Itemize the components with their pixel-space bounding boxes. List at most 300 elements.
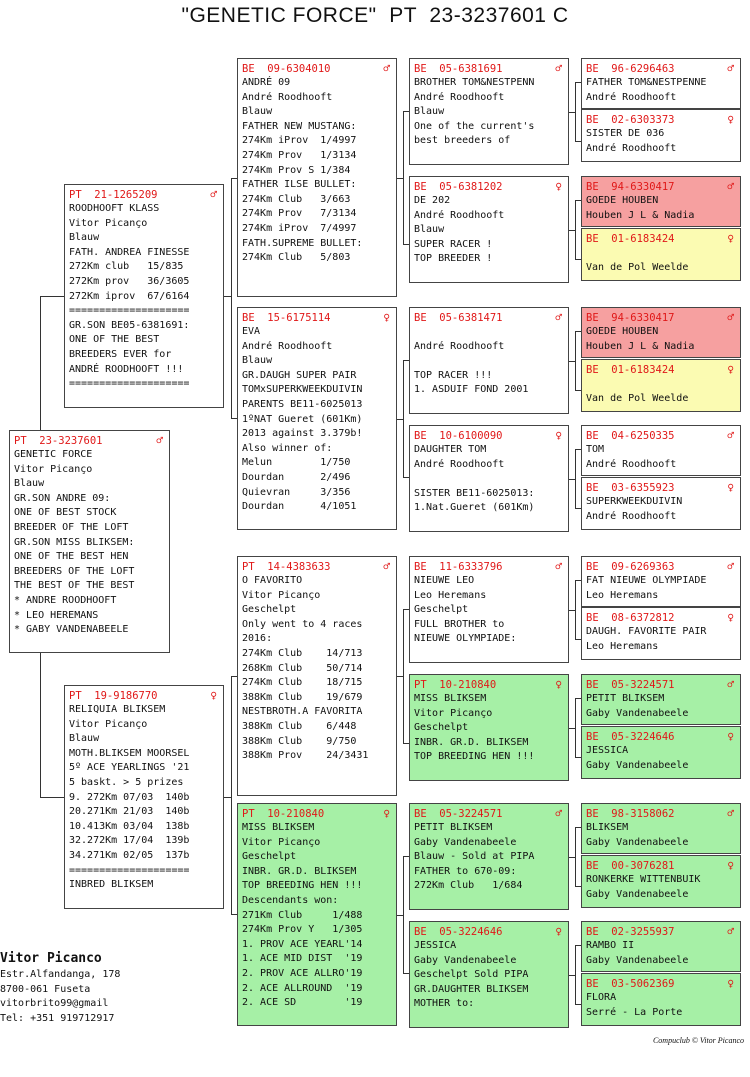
pigeon-info-line: Van de Pol Weelde xyxy=(586,261,689,273)
pigeon-card-dam xyxy=(64,685,224,909)
pigeon-info-line: Vitor Picanço xyxy=(14,463,93,475)
pigeon-info-line: 274Km Club 5/803 xyxy=(242,252,351,264)
male-sex-icon: ♂ xyxy=(555,311,562,324)
ring-number-text: BE 05-3224571 xyxy=(414,808,503,820)
pigeon-info-line: 20.271Km 21/03 140b xyxy=(69,806,190,818)
ring-number xyxy=(414,925,568,939)
breeder-phone: Tel: +351 919712917 xyxy=(0,1012,115,1024)
ring-number xyxy=(586,611,740,625)
pigeon-info-line: NIEUWE OLYMPIADE: xyxy=(414,633,517,645)
pigeon-info-line: ONE OF THE BEST HEN xyxy=(14,551,129,563)
pigeon-info-line: best breeders of xyxy=(414,135,511,147)
pigeon-info-line: André Roodhooft xyxy=(586,458,677,470)
pigeon-info-line: Blauw xyxy=(242,355,273,367)
pigeon-info-line: MOTHER to: xyxy=(414,998,475,1010)
connector-line xyxy=(40,653,41,798)
pigeon-info-line: Vitor Picanço xyxy=(242,589,321,601)
ring-number-text: BE 05-6381691 xyxy=(414,63,503,75)
pigeon-info-line: JESSICA xyxy=(586,745,629,756)
pigeon-info-line: FATH.SUPREME BULLET: xyxy=(242,237,363,249)
pigeon-info-line: 274Km Prov Y 1/305 xyxy=(242,924,363,936)
ring-number xyxy=(586,730,740,744)
pigeon-card-sss xyxy=(409,58,569,165)
pigeon-info-line: Gaby Vandenabeele xyxy=(586,707,689,719)
ring-number xyxy=(242,311,396,325)
pigeon-info-line: TOP BREEDER ! xyxy=(414,253,493,265)
pigeon-info-line: Leo Heremans xyxy=(414,589,487,601)
connector-line xyxy=(575,945,576,1005)
pigeon-card-sire xyxy=(64,184,224,408)
ring-number-text: BE 00-3076281 xyxy=(586,860,675,872)
pigeon-card-subject xyxy=(9,430,170,653)
pigeon-card-sdd xyxy=(409,425,569,532)
pigeon-info-line: 32.272Km 17/04 139b xyxy=(69,835,190,847)
female-sex-icon: ♀ xyxy=(727,232,734,245)
pigeon-info-line: André Roodhooft xyxy=(242,91,333,103)
pigeon-info-line: FATHER ILSE BULLET: xyxy=(242,179,357,191)
female-sex-icon: ♀ xyxy=(727,859,734,872)
pigeon-info-line: Descendants won: xyxy=(242,894,339,906)
pigeon-card-dsd xyxy=(409,674,569,781)
ring-number-text: BE 03-6355923 xyxy=(586,482,675,494)
pigeon-info-line: SUPER RACER ! xyxy=(414,238,493,250)
ring-number-text: BE 05-6381471 xyxy=(414,312,503,324)
pigeon-info-line: MISS BLIKSEM xyxy=(414,693,487,704)
pigeon-info-line: SUPERKWEEKDUIVIN xyxy=(586,496,683,507)
pigeon-info-line: 274Km Prov 7/3134 xyxy=(242,208,357,220)
male-sex-icon: ♂ xyxy=(727,62,734,75)
pigeon-info-line: 5 baskt. > 5 prizes xyxy=(69,776,184,788)
ring-number xyxy=(586,807,740,821)
pigeon-info-line: André Roodhooft xyxy=(414,209,505,221)
pigeon-info-line: 1. ACE MID DIST '19 xyxy=(242,953,363,965)
pigeon-info-line: Blauw xyxy=(242,106,273,118)
pigeon-info-line: Dourdan 4/1051 xyxy=(242,501,357,513)
pigeon-card-g3 xyxy=(581,176,741,227)
pigeon-info-line xyxy=(414,354,568,369)
pigeon-card-ddd xyxy=(409,921,569,1028)
pigeon-card-g15 xyxy=(581,921,741,972)
ring-number-text: BE 09-6269363 xyxy=(586,561,675,573)
ring-number-text: BE 02-6303373 xyxy=(586,114,675,126)
pigeon-info-line: FAT NIEUWE OLYMPIADE xyxy=(586,575,707,586)
connector-line xyxy=(575,580,576,640)
pigeon-info-line: 274Km iProv 1/4997 xyxy=(242,135,357,147)
ring-number xyxy=(414,311,568,325)
pigeon-info-line: André Roodhooft xyxy=(586,91,677,103)
pigeon-info-line: TOP BREEDING HEN !!! xyxy=(242,880,363,892)
ring-number xyxy=(414,807,568,821)
pigeon-info-line: RONKERKE WITTENBUIK xyxy=(586,874,701,885)
female-sex-icon: ♀ xyxy=(727,363,734,376)
connector-line xyxy=(403,111,404,245)
pigeon-info-line: 2013 against 3.379b! xyxy=(242,428,363,440)
connector-line xyxy=(575,200,576,260)
female-sex-icon: ♀ xyxy=(210,689,217,702)
pigeon-info-line xyxy=(414,472,568,487)
pigeon-info-line: INBRED BLIKSEM xyxy=(69,879,154,891)
pigeon-info-line: BREEDER OF THE LOFT xyxy=(14,521,129,533)
ring-number-text: BE 05-3224646 xyxy=(414,926,503,938)
connector-line xyxy=(403,609,404,744)
ring-number xyxy=(586,859,740,873)
pigeon-info-line: Blauw - Sold at PIPA xyxy=(414,851,535,863)
pigeon-info-line: FATH. ANDREA FINESSE xyxy=(69,246,190,258)
connector-line xyxy=(40,797,65,798)
pigeon-card-g12 xyxy=(581,726,741,779)
pigeon-card-ssd xyxy=(409,176,569,283)
pigeon-info-line: PETIT BLIKSEM xyxy=(414,822,493,833)
ring-number-text: BE 94-6330417 xyxy=(586,181,675,193)
pigeon-info-line: Houben J L & Nadia xyxy=(586,209,695,221)
ring-number xyxy=(69,689,223,703)
ring-number-text: PT 10-210840 xyxy=(242,808,325,820)
male-sex-icon: ♂ xyxy=(727,925,734,938)
pigeon-card-dd xyxy=(237,803,397,1026)
ring-number xyxy=(586,62,740,76)
pigeon-info-line: 2016: xyxy=(242,633,273,645)
female-sex-icon: ♀ xyxy=(555,678,562,691)
connector-line xyxy=(575,82,576,142)
connector-line xyxy=(575,331,576,391)
female-sex-icon: ♀ xyxy=(555,180,562,193)
pigeon-info-line: 268Km Club 50/714 xyxy=(242,662,363,674)
pigeon-info-line: Geschelpt xyxy=(242,851,297,863)
pigeon-info-line: DAUGH. FAVORITE PAIR xyxy=(586,626,707,637)
pigeon-info-line: Blauw xyxy=(69,733,100,745)
ring-number-text: BE 11-6333796 xyxy=(414,561,503,573)
breeder-address-line: 8700-061 Fuseta xyxy=(0,983,91,995)
pigeon-info-line: FATHER NEW MUSTANG: xyxy=(242,120,357,132)
pigeon-info-line: ANDRÉ ROODHOOFT !!! xyxy=(69,363,184,375)
male-sex-icon: ♂ xyxy=(555,62,562,75)
ring-number xyxy=(414,62,568,76)
male-sex-icon: ♂ xyxy=(383,560,390,573)
ring-number xyxy=(586,113,740,127)
pigeon-info-line: 1. ASDUIF FOND 2001 xyxy=(414,384,529,396)
pigeon-info-line xyxy=(586,246,740,261)
ring-number-text: BE 02-3255937 xyxy=(586,926,675,938)
pigeon-info-line: 9. 272Km 07/03 140b xyxy=(69,791,190,803)
pigeon-info-line: ONE OF THE BEST xyxy=(69,334,160,346)
ring-number xyxy=(586,429,740,443)
breeder-address-line: Estr.Alfandanga, 178 xyxy=(0,969,121,980)
pigeon-card-g8 xyxy=(581,477,741,530)
ring-number xyxy=(242,560,396,574)
ring-number xyxy=(586,678,740,692)
pigeon-card-g16 xyxy=(581,973,741,1026)
pigeon-info-line: GR.SON MISS BLIKSEM: xyxy=(14,536,135,548)
pigeon-info-line: GR.SON ANDRE 09: xyxy=(14,492,111,504)
pigeon-card-g2 xyxy=(581,109,741,162)
pigeon-info-line: Houben J L & Nadia xyxy=(586,340,695,352)
ring-number xyxy=(69,188,223,202)
pigeon-info-line: 388Km Prov 24/3431 xyxy=(242,750,369,762)
pigeon-info-line: 274Km iProv 7/4997 xyxy=(242,222,357,234)
ring-number-text: PT 10-210840 xyxy=(414,679,497,691)
pigeon-info-line xyxy=(586,377,740,392)
pigeon-info-line: Also winner of: xyxy=(242,442,333,454)
pigeon-info-line: NIEUWE LEO xyxy=(414,575,475,586)
pigeon-info-line: André Roodhooft xyxy=(414,458,505,470)
pigeon-info-line: Gaby Vandenabeele xyxy=(586,759,689,771)
pigeon-info-line: 274Km Club 18/715 xyxy=(242,677,363,689)
male-sex-icon: ♂ xyxy=(555,560,562,573)
pigeon-info-line: BREEDERS OF THE LOFT xyxy=(14,565,135,577)
pigeon-info-line: JESSICA xyxy=(414,940,457,951)
pigeon-info-line: MISS BLIKSEM xyxy=(242,822,315,833)
pigeon-info-line: 34.271Km 02/05 137b xyxy=(69,849,190,861)
pigeon-info-line: André Roodhooft xyxy=(242,340,333,352)
breeder-name: Vitor Picanco xyxy=(0,951,102,966)
pigeon-info-line: Vitor Picanço xyxy=(414,707,493,719)
ring-number xyxy=(242,807,396,821)
male-sex-icon: ♂ xyxy=(555,807,562,820)
pigeon-info-line: Van de Pol Weelde xyxy=(586,392,689,404)
pigeon-info-line: ==================== xyxy=(69,305,190,317)
pigeon-info-line: Gaby Vandenabeele xyxy=(414,836,517,848)
pigeon-info-line: GOEDE HOUBEN xyxy=(586,326,659,337)
male-sex-icon: ♂ xyxy=(210,188,217,201)
male-sex-icon: ♂ xyxy=(727,678,734,691)
pigeon-info-line: SISTER BE11-6025013: xyxy=(414,487,535,499)
female-sex-icon: ♀ xyxy=(727,113,734,126)
pigeon-info-line: * ANDRE ROODHOOFT xyxy=(14,594,117,606)
pigeon-info-line: GR.DAUGHTER BLIKSEM xyxy=(414,983,529,995)
pigeon-info-line: 2. ACE SD '19 xyxy=(242,997,363,1009)
ring-number-text: BE 10-6100090 xyxy=(414,430,503,442)
connector-line xyxy=(575,827,576,887)
male-sex-icon: ♂ xyxy=(727,429,734,442)
pigeon-info-line: André Roodhooft xyxy=(586,510,677,522)
pigeon-info-line: RELIQUIA BLIKSEM xyxy=(69,704,166,715)
pigeon-info-line: TOP RACER !!! xyxy=(414,369,493,381)
pigeon-card-g6 xyxy=(581,359,741,412)
ring-number-text: BE 01-6183424 xyxy=(586,233,675,245)
connector-line xyxy=(403,856,404,974)
ring-number xyxy=(414,678,568,692)
pigeon-info-line: ==================== xyxy=(69,378,190,390)
ring-number-text: PT 21-1265209 xyxy=(69,189,158,201)
pigeon-info-line: INBR. GR.D. BLIKSEM xyxy=(414,736,529,748)
pigeon-info-line: FULL BROTHER to xyxy=(414,618,505,630)
ring-number xyxy=(586,925,740,939)
pigeon-info-line: NESTBROTH.A FAVORITA xyxy=(242,706,363,718)
pigeon-info-line: André Roodhooft xyxy=(414,340,505,352)
ring-number xyxy=(586,481,740,495)
pigeon-info-line: 388Km Club 6/448 xyxy=(242,720,357,732)
pigeon-info-line: GOEDE HOUBEN xyxy=(586,195,659,206)
pigeon-info-line: GR.SON BE05-6381691: xyxy=(69,319,190,331)
female-sex-icon: ♀ xyxy=(727,481,734,494)
pigeon-info-line: TOM xyxy=(586,444,605,455)
pigeon-info-line: * LEO HEREMANS xyxy=(14,609,99,621)
pigeon-card-sd xyxy=(237,307,397,530)
pigeon-info-line: BREEDERS EVER for xyxy=(69,348,172,360)
pigeon-card-g10 xyxy=(581,607,741,660)
connector-line xyxy=(231,676,232,915)
pigeon-info-line: 388Km Club 9/750 xyxy=(242,735,357,747)
pigeon-info-line: André Roodhooft xyxy=(414,91,505,103)
pigeon-info-line: Vitor Picanço xyxy=(242,836,321,848)
pedigree-title: "GENETIC FORCE" PT 23-3237601 C xyxy=(181,4,569,27)
pigeon-card-ss xyxy=(237,58,397,297)
connector-line xyxy=(403,360,404,478)
pigeon-info-line: DAUGHTER TOM xyxy=(414,444,487,455)
pigeon-info-line: Melun 1/750 xyxy=(242,457,351,469)
female-sex-icon: ♀ xyxy=(383,311,390,324)
pigeon-info-line: 272Km prov 36/3605 xyxy=(69,275,190,287)
pigeon-info-line: Geschelpt xyxy=(242,604,297,616)
pigeon-info-line: BLIKSEM xyxy=(586,822,629,833)
ring-number xyxy=(586,977,740,991)
pigeon-info-line: 274Km Prov S 1/384 xyxy=(242,164,351,176)
female-sex-icon: ♀ xyxy=(727,977,734,990)
pigeon-info-line: Blauw xyxy=(69,232,100,244)
ring-number xyxy=(242,62,396,76)
pigeon-info-line: Gaby Vandenabeele xyxy=(586,888,689,900)
female-sex-icon: ♀ xyxy=(383,807,390,820)
ring-number xyxy=(414,429,568,443)
pigeon-card-dss xyxy=(409,556,569,663)
pigeon-info-line: 1.Nat.Gueret (601Km) xyxy=(414,502,535,514)
pigeon-info-line: * GABY VANDENABEELE xyxy=(14,624,129,636)
ring-number-text: BE 09-6304010 xyxy=(242,63,331,75)
pigeon-info-line: PETIT BLIKSEM xyxy=(586,693,665,704)
pigeon-card-g13 xyxy=(581,803,741,854)
male-sex-icon: ♂ xyxy=(727,180,734,193)
connector-line xyxy=(40,296,65,297)
pigeon-card-g9 xyxy=(581,556,741,607)
pigeon-info-line: Leo Heremans xyxy=(586,640,659,652)
pigeon-info-line: THE BEST OF THE BEST xyxy=(14,580,135,592)
ring-number xyxy=(586,363,740,377)
pigeon-info-line: Vitor Picanço xyxy=(69,217,148,229)
connector-line xyxy=(40,296,41,431)
ring-number-text: BE 94-6330417 xyxy=(586,312,675,324)
pigeon-info-line: Blauw xyxy=(14,478,45,490)
pigeon-card-g11 xyxy=(581,674,741,725)
female-sex-icon: ♀ xyxy=(727,730,734,743)
pigeon-info-line: 5º ACE YEARLINGS '21 xyxy=(69,762,190,774)
pigeon-info-line: Serré - La Porte xyxy=(586,1006,683,1018)
pigeon-info-line: 274Km Prov 1/3134 xyxy=(242,149,357,161)
pigeon-info-line: Gaby Vandenabeele xyxy=(586,836,689,848)
pigeon-info-line: One of the current's xyxy=(414,120,535,132)
female-sex-icon: ♀ xyxy=(727,611,734,624)
pigeon-info-line: 2. PROV ACE ALLRO'19 xyxy=(242,967,363,979)
pigeon-info-line: Blauw xyxy=(414,224,445,236)
pigeon-info-line: ==================== xyxy=(69,864,190,876)
ring-number-text: PT 14-4383633 xyxy=(242,561,331,573)
pigeon-info-line: O FAVORITO xyxy=(242,575,303,586)
male-sex-icon: ♂ xyxy=(727,560,734,573)
ring-number xyxy=(586,311,740,325)
male-sex-icon: ♂ xyxy=(383,62,390,75)
pigeon-info-line: EVA xyxy=(242,326,261,337)
pigeon-info-line: 388Km Club 19/679 xyxy=(242,691,363,703)
pigeon-info-line: 272Km club 15/835 xyxy=(69,261,184,273)
pigeon-info-line: GR.DAUGH SUPER PAIR xyxy=(242,369,357,381)
pigeon-info-line: Leo Heremans xyxy=(586,589,659,601)
pigeon-info-line: Geschelpt Sold PIPA xyxy=(414,969,529,981)
pigeon-info-line: 1. PROV ACE YEARL'14 xyxy=(242,938,363,950)
ring-number-text: BE 05-3224571 xyxy=(586,679,675,691)
pigeon-info-line: TOMxSUPERKWEEKDUIVIN xyxy=(242,384,363,396)
ring-number-text: BE 03-5062369 xyxy=(586,978,675,990)
pigeon-info-line: 271Km Club 1/488 xyxy=(242,909,363,921)
pigeon-info-line: Gaby Vandenabeele xyxy=(586,954,689,966)
pigeon-info-line: MOTH.BLIKSEM MOORSEL xyxy=(69,747,190,759)
connector-line xyxy=(231,178,232,419)
pigeon-info-line: Geschelpt xyxy=(414,604,469,616)
breeder-info xyxy=(0,950,120,1026)
pigeon-info-line: FATHER TOM&NESTPENNE xyxy=(586,77,707,88)
ring-number-text: BE 98-3158062 xyxy=(586,808,675,820)
pigeon-info-line: Quievran 3/356 xyxy=(242,486,351,498)
ring-number-text: BE 05-3224646 xyxy=(586,731,675,743)
ring-number xyxy=(586,560,740,574)
ring-number-text: PT 19-9186770 xyxy=(69,690,158,702)
ring-number xyxy=(14,434,169,448)
ring-number-text: BE 96-6296463 xyxy=(586,63,675,75)
pigeon-card-sds xyxy=(409,307,569,414)
ring-number xyxy=(586,180,740,194)
male-sex-icon: ♂ xyxy=(727,807,734,820)
pigeon-info-line: Dourdan 2/496 xyxy=(242,471,351,483)
pigeon-info-line: 2. ACE ALLROUND '19 xyxy=(242,982,363,994)
pigeon-info-line: ROODHOOFT KLASS xyxy=(69,203,160,214)
pigeon-info-line: ANDRÉ 09 xyxy=(242,77,291,88)
ring-number-text: BE 05-6381202 xyxy=(414,181,503,193)
pigeon-info-line: Gaby Vandenabeele xyxy=(414,954,517,966)
pigeon-info-line: FLORA xyxy=(586,992,617,1003)
pigeon-info-line: 10.413Km 03/04 138b xyxy=(69,820,190,832)
male-sex-icon: ♂ xyxy=(727,311,734,324)
pigeon-info-line: 272Km iprov 67/6164 xyxy=(69,290,190,302)
ring-number-text: BE 01-6183424 xyxy=(586,364,675,376)
pigeon-info-line: 274Km Club 14/713 xyxy=(242,647,363,659)
pigeon-info-line: GENETIC FORCE xyxy=(14,449,93,460)
ring-number-text: BE 08-6372812 xyxy=(586,612,675,624)
breeder-email: vitorbrito99@gmail xyxy=(0,998,109,1009)
ring-number xyxy=(414,560,568,574)
pigeon-info-line: Blauw xyxy=(414,106,445,118)
pigeon-info-line: TOP BREEDING HEN !!! xyxy=(414,751,535,763)
footer-credit: Compuclub © Vitor Picanco xyxy=(652,1036,744,1045)
pigeon-info-line: INBR. GR.D. BLIKSEM xyxy=(242,865,357,877)
pigeon-card-g1 xyxy=(581,58,741,109)
pigeon-info-line: André Roodhooft xyxy=(586,142,677,154)
ring-number-text: BE 04-6250335 xyxy=(586,430,675,442)
pigeon-info-line: RAMBO II xyxy=(586,940,635,951)
pigeon-info-line xyxy=(414,325,568,340)
female-sex-icon: ♀ xyxy=(555,429,562,442)
pigeon-card-g4 xyxy=(581,228,741,281)
ring-number-text: BE 15-6175114 xyxy=(242,312,331,324)
pigeon-info-line: FATHER to 670-09: xyxy=(414,865,517,877)
pigeon-info-line: Geschelpt xyxy=(414,722,469,734)
ring-number-text: PT 23-3237601 xyxy=(14,435,103,447)
pigeon-info-line: SISTER DE 036 xyxy=(586,128,665,139)
male-sex-icon: ♂ xyxy=(156,434,163,447)
ring-number xyxy=(586,232,740,246)
pigeon-card-ds xyxy=(237,556,397,796)
female-sex-icon: ♀ xyxy=(555,925,562,938)
pigeon-info-line: 1ºNAT Gueret (601Km) xyxy=(242,413,363,425)
pigeon-info-line: Vitor Picanço xyxy=(69,718,148,730)
pigeon-info-line: BROTHER TOM&NESTPENN xyxy=(414,77,535,88)
